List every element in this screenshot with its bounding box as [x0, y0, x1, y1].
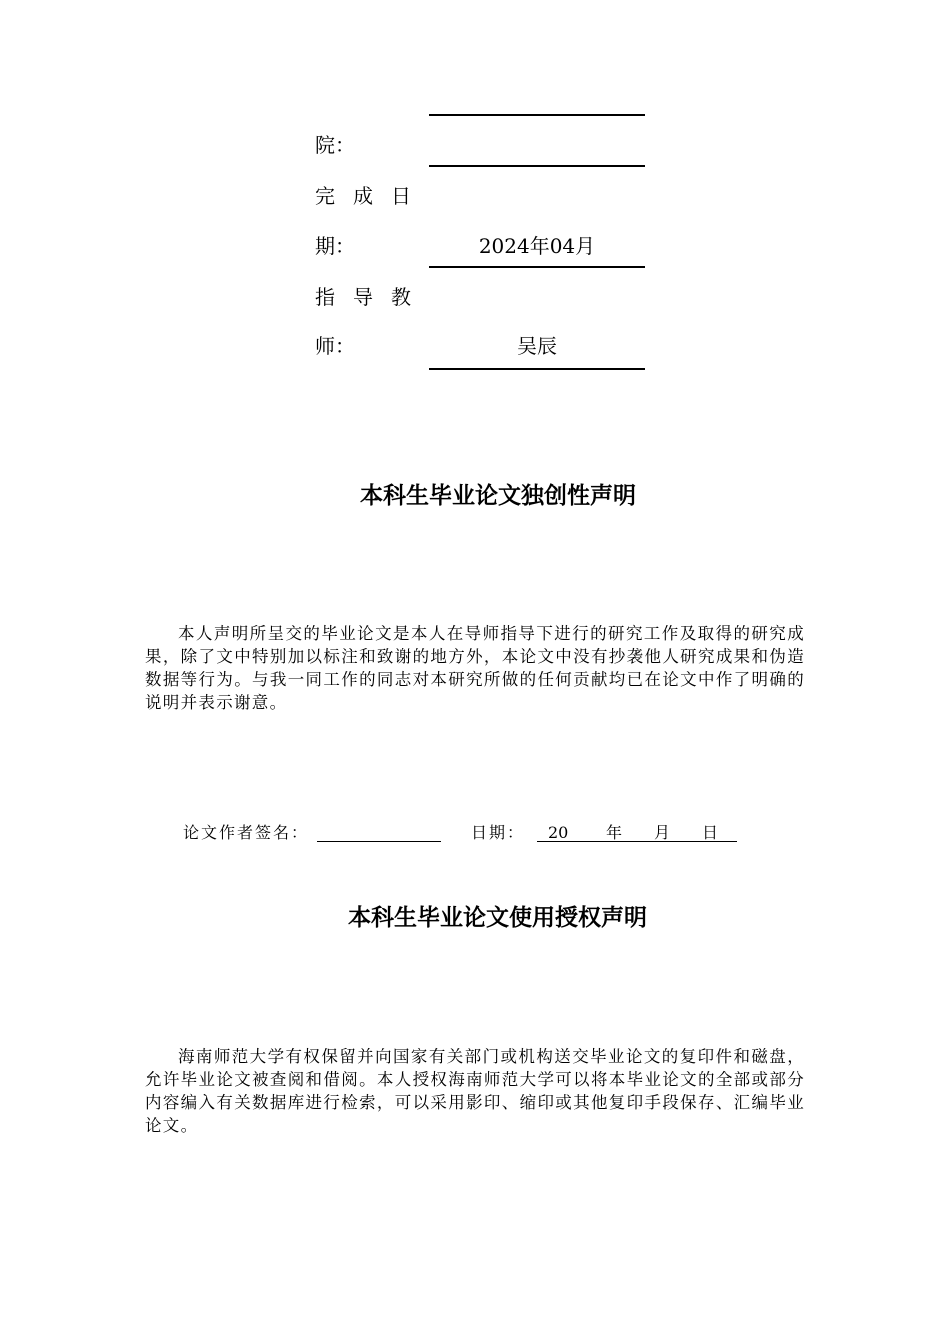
- completion-date-underline: [429, 266, 645, 268]
- completion-date-value: 2024年04月: [478, 234, 596, 258]
- college-underline: [429, 165, 645, 167]
- authorization-statement-title: 本科生毕业论文使用授权声明: [348, 905, 647, 931]
- date-month-unit: 月: [654, 823, 671, 842]
- date-label: 日期：: [471, 823, 526, 842]
- originality-statement-text: 本人声明所呈交的毕业论文是本人在导师指导下进行的研究工作及取得的研究成果，除了文中特别加以标注和致谢的地方外，本论文中没有抄袭他人研究成果和伪造数据等行为。与我一同工作的同志对本研究所做的任何贡献均已在论文中作了明确的说明并表示谢意。: [145, 624, 805, 712]
- signature-label: 论文作者签名：: [183, 823, 310, 842]
- date-day-unit: 日: [702, 823, 719, 842]
- authorization-statement-text: 海南师范大学有权保留并向国家有关部门或机构送交毕业论文的复印件和磁盘，允许毕业论文被查阅和借阅。本人授权海南师范大学可以将本毕业论文的全部或部分内容编入有关数据库进行检索，可以采用影印、缩印或其他复印手段保存、汇编毕业论文。: [145, 1047, 805, 1135]
- date-year-prefix: 20: [548, 823, 569, 842]
- completion-date-label-line1: 完成日: [315, 184, 429, 208]
- completion-date-label-line2: 期：: [315, 234, 355, 258]
- authorization-statement-body: [145, 1045, 805, 1137]
- originality-statement-title: 本科生毕业论文独创性声明: [360, 483, 636, 509]
- date-line: [537, 841, 737, 842]
- college-underline-top: [429, 114, 645, 116]
- advisor-value: 吴辰: [517, 334, 557, 358]
- signature-line: [317, 841, 441, 842]
- date-year-unit: 年: [606, 823, 623, 842]
- college-label: 院：: [315, 133, 355, 157]
- advisor-underline: [429, 368, 645, 370]
- advisor-label-line1: 指导教: [315, 285, 429, 309]
- advisor-label-line2: 师：: [315, 334, 355, 358]
- originality-statement-body: [145, 622, 805, 714]
